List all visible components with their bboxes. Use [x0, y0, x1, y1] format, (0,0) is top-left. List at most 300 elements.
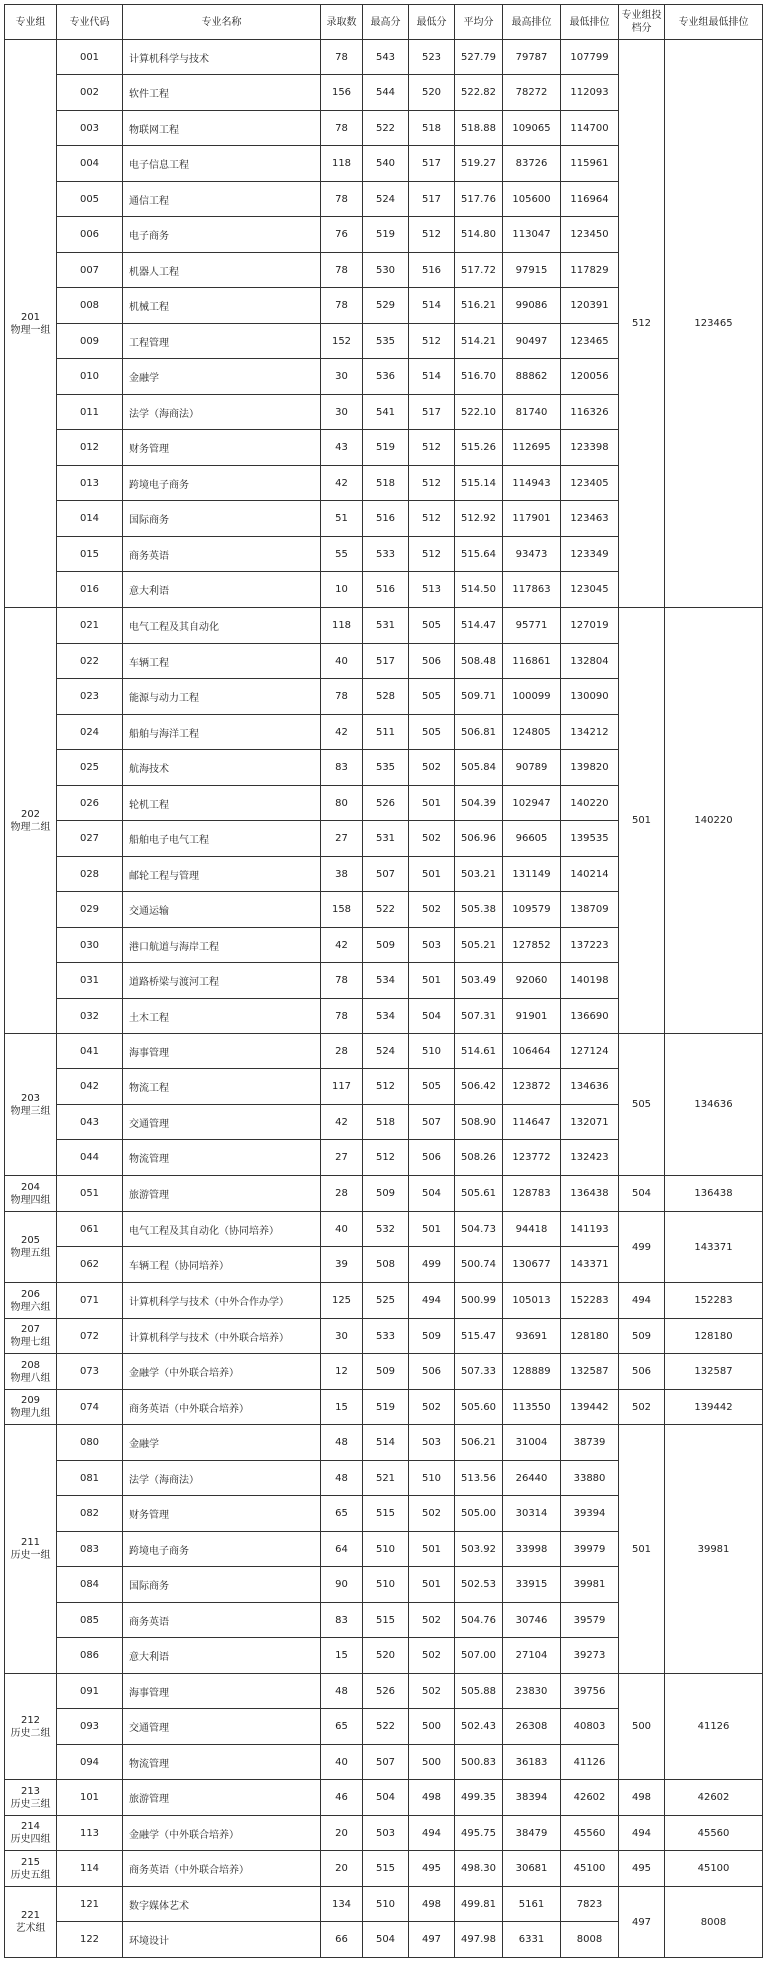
max-score: 516	[363, 572, 409, 608]
major-name: 能源与动力工程	[123, 679, 321, 715]
table-body	[5, 40, 763, 1958]
max-rank: 93691	[503, 1319, 561, 1354]
group-label: 物理三组	[10, 1105, 51, 1117]
group-min-score: 501	[619, 1425, 665, 1674]
min-score: 517	[409, 182, 455, 217]
group-min-score: 494	[619, 1816, 665, 1851]
group-id: 207	[20, 1324, 41, 1335]
major-name: 机器人工程	[123, 253, 321, 288]
admitted-count: 30	[321, 359, 363, 395]
avg-score: 507.00	[455, 1638, 503, 1674]
header-min-rank: 最低排位	[561, 5, 619, 40]
avg-score: 495.75	[455, 1816, 503, 1851]
admitted-count: 118	[321, 146, 363, 182]
group-min-rank: 39981	[665, 1425, 763, 1674]
max-rank: 26308	[503, 1709, 561, 1745]
max-score: 514	[363, 1425, 409, 1461]
min-rank: 116964	[561, 182, 619, 217]
major-code: 091	[57, 1674, 123, 1709]
major-code: 013	[57, 466, 123, 501]
group-min-rank: 128180	[665, 1319, 763, 1354]
avg-score: 515.64	[455, 537, 503, 572]
max-rank: 92060	[503, 963, 561, 999]
max-score: 507	[363, 1745, 409, 1780]
admitted-count: 51	[321, 501, 363, 537]
min-score: 501	[409, 1212, 455, 1247]
major-name: 意大利语	[123, 572, 321, 608]
major-code: 030	[57, 928, 123, 963]
major-name: 商务英语（中外联合培养）	[123, 1390, 321, 1425]
avg-score: 508.26	[455, 1140, 503, 1176]
avg-score: 500.74	[455, 1247, 503, 1283]
min-rank: 132423	[561, 1140, 619, 1176]
major-code: 029	[57, 892, 123, 928]
major-code: 004	[57, 146, 123, 182]
max-score: 526	[363, 1674, 409, 1709]
admitted-count: 118	[321, 608, 363, 644]
admissions-page	[4, 4, 760, 1958]
max-rank: 123872	[503, 1069, 561, 1105]
avg-score: 502.53	[455, 1567, 503, 1603]
max-score: 544	[363, 75, 409, 111]
avg-score: 499.35	[455, 1780, 503, 1816]
major-code: 012	[57, 430, 123, 466]
min-rank: 42602	[561, 1780, 619, 1816]
min-score: 502	[409, 1638, 455, 1674]
max-rank: 90789	[503, 750, 561, 786]
group-label: 历史一组	[10, 1550, 51, 1561]
max-score: 509	[363, 1354, 409, 1390]
admitted-count: 158	[321, 892, 363, 928]
admitted-count: 80	[321, 786, 363, 821]
major-code: 082	[57, 1496, 123, 1532]
min-rank: 40803	[561, 1709, 619, 1745]
max-score: 524	[363, 1034, 409, 1069]
admitted-count: 76	[321, 217, 363, 253]
major-code: 094	[57, 1745, 123, 1780]
avg-score: 508.48	[455, 644, 503, 679]
min-score: 509	[409, 1319, 455, 1354]
group-cell	[5, 1425, 57, 1674]
max-rank: 94418	[503, 1212, 561, 1247]
min-rank: 128180	[561, 1319, 619, 1354]
max-rank: 100099	[503, 679, 561, 715]
admitted-count: 28	[321, 1176, 363, 1212]
group-label: 历史二组	[10, 1727, 51, 1739]
avg-score: 517.72	[455, 253, 503, 288]
group-label: 物理八组	[10, 1372, 51, 1384]
major-code: 081	[57, 1461, 123, 1496]
group-min-rank: 42602	[665, 1780, 763, 1816]
max-score: 509	[363, 1176, 409, 1212]
admitted-count: 78	[321, 182, 363, 217]
table-row	[5, 1176, 763, 1212]
major-name: 电子商务	[123, 217, 321, 253]
max-score: 531	[363, 821, 409, 857]
max-rank: 123772	[503, 1140, 561, 1176]
avg-score: 497.98	[455, 1922, 503, 1958]
major-code: 028	[57, 857, 123, 892]
min-rank: 38739	[561, 1425, 619, 1461]
avg-score: 515.47	[455, 1319, 503, 1354]
major-code: 093	[57, 1709, 123, 1745]
max-rank: 81740	[503, 395, 561, 430]
max-rank: 78272	[503, 75, 561, 111]
max-rank: 105600	[503, 182, 561, 217]
admitted-count: 40	[321, 644, 363, 679]
major-code: 084	[57, 1567, 123, 1603]
group-min-rank: 132587	[665, 1354, 763, 1390]
max-score: 531	[363, 608, 409, 644]
major-code: 042	[57, 1069, 123, 1105]
major-code: 061	[57, 1212, 123, 1247]
max-rank: 33915	[503, 1567, 561, 1603]
min-score: 500	[409, 1709, 455, 1745]
avg-score: 505.60	[455, 1390, 503, 1425]
max-score: 525	[363, 1283, 409, 1319]
admitted-count: 20	[321, 1851, 363, 1887]
group-id: 205	[20, 1235, 41, 1246]
admitted-count: 30	[321, 1319, 363, 1354]
max-score: 533	[363, 537, 409, 572]
min-rank: 132071	[561, 1105, 619, 1140]
min-score: 494	[409, 1816, 455, 1851]
avg-score: 513.56	[455, 1461, 503, 1496]
min-rank: 8008	[561, 1922, 619, 1958]
admitted-count: 156	[321, 75, 363, 111]
group-cell	[5, 1887, 57, 1958]
major-name: 道路桥梁与渡河工程	[123, 963, 321, 999]
admitted-count: 15	[321, 1638, 363, 1674]
max-rank: 109065	[503, 111, 561, 146]
min-score: 502	[409, 892, 455, 928]
major-name: 金融学	[123, 359, 321, 395]
max-rank: 127852	[503, 928, 561, 963]
avg-score: 517.76	[455, 182, 503, 217]
min-score: 512	[409, 430, 455, 466]
avg-score: 505.38	[455, 892, 503, 928]
min-score: 501	[409, 857, 455, 892]
group-min-rank: 143371	[665, 1212, 763, 1283]
major-name: 土木工程	[123, 999, 321, 1034]
avg-score: 504.39	[455, 786, 503, 821]
major-name: 船舶与海洋工程	[123, 715, 321, 750]
major-code: 085	[57, 1603, 123, 1638]
max-score: 522	[363, 892, 409, 928]
max-score: 515	[363, 1851, 409, 1887]
major-code: 083	[57, 1532, 123, 1567]
group-min-score: 509	[619, 1319, 665, 1354]
avg-score: 503.49	[455, 963, 503, 999]
min-rank: 39273	[561, 1638, 619, 1674]
group-id: 201	[20, 311, 41, 323]
avg-score: 506.21	[455, 1425, 503, 1461]
major-code: 022	[57, 644, 123, 679]
avg-score: 515.14	[455, 466, 503, 501]
min-rank: 152283	[561, 1283, 619, 1319]
header-name: 专业名称	[123, 5, 321, 40]
group-id: 204	[20, 1181, 41, 1193]
avg-score: 519.27	[455, 146, 503, 182]
group-min-score: 512	[619, 40, 665, 608]
major-code: 113	[57, 1816, 123, 1851]
max-rank: 131149	[503, 857, 561, 892]
min-rank: 140220	[561, 786, 619, 821]
major-name: 计算机科学与技术（中外联合培养）	[123, 1319, 321, 1354]
max-rank: 114647	[503, 1105, 561, 1140]
max-score: 512	[363, 1069, 409, 1105]
max-score: 533	[363, 1319, 409, 1354]
admitted-count: 42	[321, 928, 363, 963]
max-score: 522	[363, 111, 409, 146]
group-min-rank: 8008	[665, 1887, 763, 1958]
avg-score: 509.71	[455, 679, 503, 715]
major-name: 法学（海商法）	[123, 395, 321, 430]
group-id: 208	[20, 1359, 41, 1371]
avg-score: 512.92	[455, 501, 503, 537]
group-id: 203	[20, 1092, 41, 1104]
major-name: 跨境电子商务	[123, 1532, 321, 1567]
group-min-score: 500	[619, 1674, 665, 1780]
avg-score: 505.84	[455, 750, 503, 786]
group-label: 物理二组	[10, 821, 51, 833]
min-rank: 115961	[561, 146, 619, 182]
min-score: 503	[409, 1425, 455, 1461]
max-score: 535	[363, 324, 409, 359]
major-code: 051	[57, 1176, 123, 1212]
major-code: 026	[57, 786, 123, 821]
min-rank: 116326	[561, 395, 619, 430]
admitted-count: 10	[321, 572, 363, 608]
min-score: 514	[409, 288, 455, 324]
group-label: 物理九组	[10, 1408, 51, 1419]
major-name: 国际商务	[123, 501, 321, 537]
major-name: 财务管理	[123, 430, 321, 466]
header-avg-score: 平均分	[455, 5, 503, 40]
admitted-count: 42	[321, 466, 363, 501]
group-id: 209	[20, 1395, 41, 1406]
max-rank: 90497	[503, 324, 561, 359]
min-rank: 123405	[561, 466, 619, 501]
table-row	[5, 1816, 763, 1851]
major-name: 跨境电子商务	[123, 466, 321, 501]
major-name: 计算机科学与技术（中外合作办学）	[123, 1283, 321, 1319]
max-rank: 26440	[503, 1461, 561, 1496]
group-min-score: 505	[619, 1034, 665, 1176]
max-rank: 30681	[503, 1851, 561, 1887]
min-score: 510	[409, 1461, 455, 1496]
max-score: 507	[363, 857, 409, 892]
max-score: 518	[363, 1105, 409, 1140]
major-code: 071	[57, 1283, 123, 1319]
group-cell	[5, 1851, 57, 1887]
group-cell	[5, 1354, 57, 1390]
group-id: 214	[20, 1821, 41, 1832]
group-label: 历史四组	[10, 1834, 51, 1845]
major-code: 023	[57, 679, 123, 715]
min-rank: 39579	[561, 1603, 619, 1638]
max-rank: 116861	[503, 644, 561, 679]
max-score: 522	[363, 1709, 409, 1745]
major-name: 物流管理	[123, 1140, 321, 1176]
min-rank: 120056	[561, 359, 619, 395]
major-name: 商务英语	[123, 1603, 321, 1638]
table-row	[5, 1390, 763, 1425]
table-row	[5, 40, 763, 75]
max-rank: 99086	[503, 288, 561, 324]
min-rank: 39981	[561, 1567, 619, 1603]
admitted-count: 152	[321, 324, 363, 359]
avg-score: 499.81	[455, 1887, 503, 1922]
major-name: 法学（海商法）	[123, 1461, 321, 1496]
group-id: 221	[20, 1910, 41, 1921]
admitted-count: 65	[321, 1709, 363, 1745]
group-label: 物理一组	[10, 324, 51, 336]
min-rank: 140198	[561, 963, 619, 999]
major-name: 旅游管理	[123, 1176, 321, 1212]
max-score: 536	[363, 359, 409, 395]
max-score: 517	[363, 644, 409, 679]
min-score: 501	[409, 786, 455, 821]
max-score: 528	[363, 679, 409, 715]
min-rank: 137223	[561, 928, 619, 963]
min-score: 512	[409, 537, 455, 572]
admitted-count: 46	[321, 1780, 363, 1816]
max-score: 504	[363, 1780, 409, 1816]
group-min-score: 506	[619, 1354, 665, 1390]
major-name: 金融学（中外联合培养）	[123, 1354, 321, 1390]
max-rank: 112695	[503, 430, 561, 466]
major-code: 009	[57, 324, 123, 359]
max-score: 518	[363, 466, 409, 501]
min-score: 518	[409, 111, 455, 146]
group-min-rank: 41126	[665, 1674, 763, 1780]
avg-score: 502.43	[455, 1709, 503, 1745]
admitted-count: 134	[321, 1887, 363, 1922]
max-rank: 79787	[503, 40, 561, 75]
group-id: 202	[20, 808, 41, 820]
avg-score: 498.30	[455, 1851, 503, 1887]
major-name: 交通管理	[123, 1709, 321, 1745]
admitted-count: 38	[321, 857, 363, 892]
major-code: 027	[57, 821, 123, 857]
major-code: 114	[57, 1851, 123, 1887]
max-score: 543	[363, 40, 409, 75]
max-rank: 38394	[503, 1780, 561, 1816]
major-code: 001	[57, 40, 123, 75]
group-min-score: 499	[619, 1212, 665, 1283]
max-rank: 83726	[503, 146, 561, 182]
max-rank: 117901	[503, 501, 561, 537]
min-score: 504	[409, 999, 455, 1034]
min-score: 516	[409, 253, 455, 288]
major-name: 海事管理	[123, 1674, 321, 1709]
max-rank: 96605	[503, 821, 561, 857]
admitted-count: 12	[321, 1354, 363, 1390]
max-rank: 91901	[503, 999, 561, 1034]
min-rank: 123045	[561, 572, 619, 608]
max-score: 512	[363, 1140, 409, 1176]
max-rank: 130677	[503, 1247, 561, 1283]
major-name: 机械工程	[123, 288, 321, 324]
max-score: 519	[363, 217, 409, 253]
major-code: 007	[57, 253, 123, 288]
min-score: 512	[409, 501, 455, 537]
major-code: 062	[57, 1247, 123, 1283]
max-rank: 93473	[503, 537, 561, 572]
major-name: 海事管理	[123, 1034, 321, 1069]
group-cell	[5, 608, 57, 1034]
max-rank: 33998	[503, 1532, 561, 1567]
header-group-min: 专业组投档分	[619, 5, 665, 40]
header-max-score: 最高分	[363, 5, 409, 40]
min-score: 505	[409, 679, 455, 715]
min-rank: 138709	[561, 892, 619, 928]
major-name: 商务英语	[123, 537, 321, 572]
group-cell	[5, 40, 57, 608]
min-score: 512	[409, 217, 455, 253]
major-code: 015	[57, 537, 123, 572]
min-rank: 141193	[561, 1212, 619, 1247]
max-rank: 97915	[503, 253, 561, 288]
admitted-count: 42	[321, 1105, 363, 1140]
header-min-score: 最低分	[409, 5, 455, 40]
avg-score: 504.73	[455, 1212, 503, 1247]
min-rank: 123398	[561, 430, 619, 466]
major-name: 港口航道与海岸工程	[123, 928, 321, 963]
max-rank: 128783	[503, 1176, 561, 1212]
min-rank: 114700	[561, 111, 619, 146]
group-cell	[5, 1816, 57, 1851]
avg-score: 505.21	[455, 928, 503, 963]
major-name: 软件工程	[123, 75, 321, 111]
max-rank: 31004	[503, 1425, 561, 1461]
min-score: 517	[409, 395, 455, 430]
major-name: 电气工程及其自动化	[123, 608, 321, 644]
min-score: 506	[409, 644, 455, 679]
min-score: 517	[409, 146, 455, 182]
min-rank: 39756	[561, 1674, 619, 1709]
major-code: 032	[57, 999, 123, 1034]
max-score: 521	[363, 1461, 409, 1496]
major-code: 121	[57, 1887, 123, 1922]
avg-score: 500.99	[455, 1283, 503, 1319]
max-rank: 5161	[503, 1887, 561, 1922]
max-score: 534	[363, 999, 409, 1034]
min-score: 512	[409, 324, 455, 359]
group-min-rank: 139442	[665, 1390, 763, 1425]
header-row	[5, 5, 763, 40]
group-cell	[5, 1390, 57, 1425]
admitted-count: 78	[321, 679, 363, 715]
major-name: 财务管理	[123, 1496, 321, 1532]
group-label: 物理七组	[10, 1337, 51, 1348]
min-rank: 139820	[561, 750, 619, 786]
min-rank: 39979	[561, 1532, 619, 1567]
min-rank: 112093	[561, 75, 619, 111]
table-row	[5, 1425, 763, 1461]
group-min-rank: 123465	[665, 40, 763, 608]
max-rank: 95771	[503, 608, 561, 644]
min-rank: 136690	[561, 999, 619, 1034]
table-row	[5, 608, 763, 644]
max-score: 535	[363, 750, 409, 786]
major-name: 邮轮工程与管理	[123, 857, 321, 892]
min-rank: 134212	[561, 715, 619, 750]
admitted-count: 78	[321, 963, 363, 999]
min-rank: 139442	[561, 1390, 619, 1425]
min-score: 494	[409, 1283, 455, 1319]
